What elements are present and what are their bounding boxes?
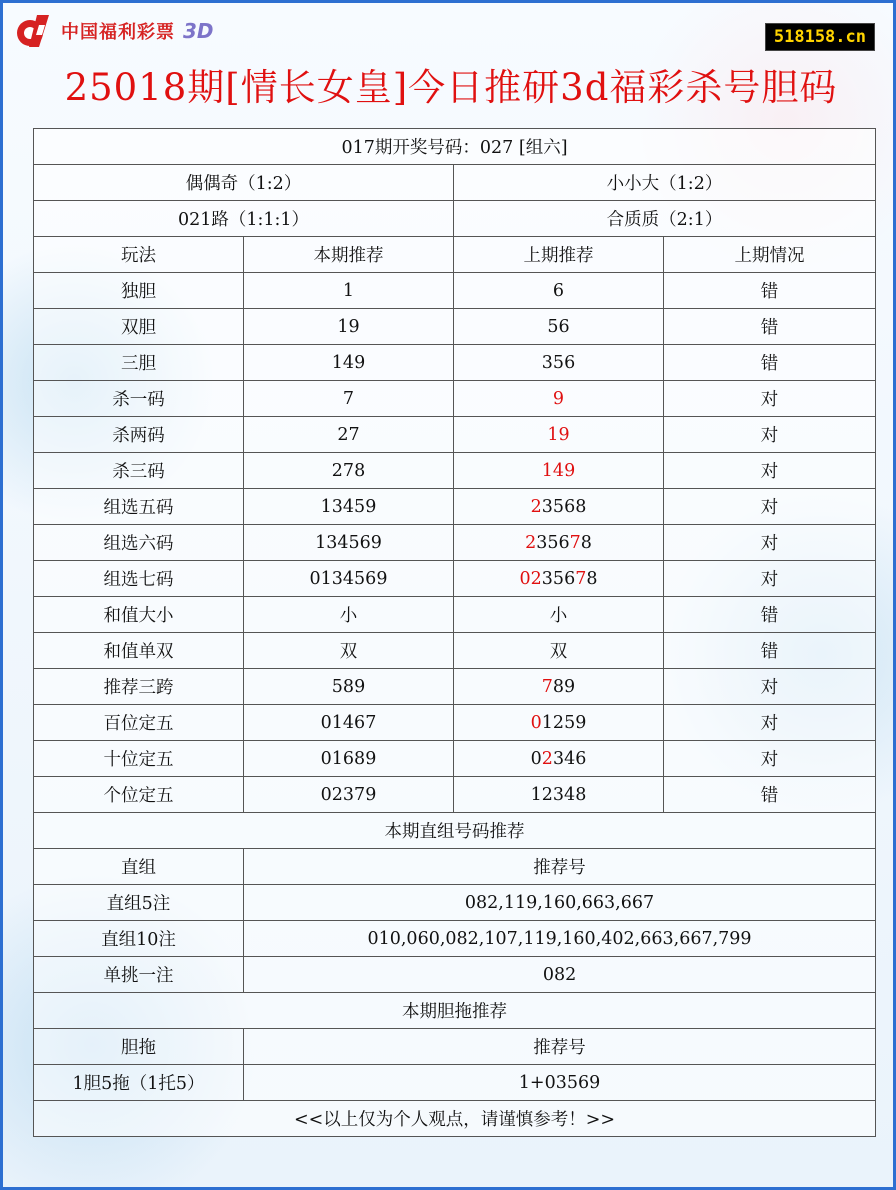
draw-result: 017期开奖号码：027 [组六] <box>34 129 876 165</box>
plain-digits: 356 <box>536 532 570 553</box>
plain-digits: 6 <box>552 280 565 301</box>
current-recommend: 13459 <box>244 489 454 525</box>
dantuo-section-title: 本期胆拖推荐 <box>34 993 876 1029</box>
direct-head-value: 推荐号 <box>244 849 876 885</box>
previous-recommend <box>454 777 664 813</box>
size-pattern: 小小大（1:2） <box>454 165 876 201</box>
play-name: 双胆 <box>34 309 244 345</box>
direct-row <box>34 921 876 957</box>
hit-digits: 9 <box>552 388 565 409</box>
dantuo-head-value: 推荐号 <box>244 1029 876 1065</box>
play-row <box>34 525 876 561</box>
current-recommend: 27 <box>244 417 454 453</box>
dantuo-row-label: 1胆5拖（1托5） <box>34 1065 244 1101</box>
previous-status: 对 <box>664 561 876 597</box>
direct-row <box>34 957 876 993</box>
odd-even-pattern: 偶偶奇（1:2） <box>34 165 454 201</box>
play-row <box>34 309 876 345</box>
col-current: 本期推荐 <box>244 237 454 273</box>
draw-row <box>34 129 876 165</box>
direct-row-value: 082,119,160,663,667 <box>244 885 876 921</box>
play-name: 和值单双 <box>34 633 244 669</box>
plain-digits: 8 <box>580 532 592 553</box>
footer-note: <<以上仅为个人观点，请谨慎参考！>> <box>34 1101 876 1137</box>
pattern-row-2 <box>34 201 876 237</box>
previous-status: 错 <box>664 345 876 381</box>
current-recommend: 589 <box>244 669 454 705</box>
play-name: 个位定五 <box>34 777 244 813</box>
play-row <box>34 381 876 417</box>
previous-recommend <box>454 489 664 525</box>
previous-recommend <box>454 273 664 309</box>
play-name: 和值大小 <box>34 597 244 633</box>
hit-digits: 7 <box>575 568 587 589</box>
column-header-row <box>34 237 876 273</box>
play-name: 组选六码 <box>34 525 244 561</box>
logo-text: 中国福利彩票 <box>61 22 175 43</box>
plain-digits: 12348 <box>530 784 587 805</box>
play-row <box>34 453 876 489</box>
lottery-logo-icon <box>15 11 55 51</box>
play-name: 独胆 <box>34 273 244 309</box>
plain-digits: 346 <box>552 748 587 769</box>
plain-digits: 0 <box>530 748 542 769</box>
hit-digits: 7 <box>569 532 581 553</box>
play-name: 杀三码 <box>34 453 244 489</box>
plain-digits: 双 <box>549 642 568 662</box>
previous-recommend <box>454 741 664 777</box>
direct-row-label: 单挑一注 <box>34 957 244 993</box>
play-row <box>34 489 876 525</box>
current-recommend: 01467 <box>244 705 454 741</box>
col-play: 玩法 <box>34 237 244 273</box>
current-recommend: 19 <box>244 309 454 345</box>
play-name: 杀两码 <box>34 417 244 453</box>
pattern-row-1 <box>34 165 876 201</box>
direct-row-label: 直组10注 <box>34 921 244 957</box>
current-recommend: 02379 <box>244 777 454 813</box>
play-name: 杀一码 <box>34 381 244 417</box>
col-prev: 上期推荐 <box>454 237 664 273</box>
current-recommend: 0134569 <box>244 561 454 597</box>
previous-status: 对 <box>664 453 876 489</box>
play-name: 推荐三跨 <box>34 669 244 705</box>
plain-digits: 8 <box>586 568 598 589</box>
previous-status: 对 <box>664 489 876 525</box>
direct-section-title-row <box>34 813 876 849</box>
play-row <box>34 417 876 453</box>
direct-row <box>34 885 876 921</box>
current-recommend: 01689 <box>244 741 454 777</box>
play-row <box>34 705 876 741</box>
previous-status: 错 <box>664 777 876 813</box>
footer-row <box>34 1101 876 1137</box>
previous-recommend <box>454 417 664 453</box>
previous-recommend <box>454 345 664 381</box>
page-title: 25018期[情长女皇]今日推研3d福彩杀号胆码 <box>64 66 838 109</box>
play-name: 组选五码 <box>34 489 244 525</box>
previous-status: 对 <box>664 381 876 417</box>
hit-digits: 2 <box>530 496 542 517</box>
plain-digits: 56 <box>547 316 570 337</box>
plain-digits: 3568 <box>541 496 587 517</box>
previous-status: 对 <box>664 669 876 705</box>
dantuo-head-label: 胆拖 <box>34 1029 244 1065</box>
previous-status: 错 <box>664 309 876 345</box>
play-row <box>34 633 876 669</box>
previous-recommend <box>454 309 664 345</box>
play-row <box>34 273 876 309</box>
hit-digits: 149 <box>541 460 576 481</box>
hit-digits: 2 <box>525 532 537 553</box>
plain-digits: 小 <box>549 606 568 626</box>
direct-head-row <box>34 849 876 885</box>
dantuo-section-title-row <box>34 993 876 1029</box>
current-recommend: 1 <box>244 273 454 309</box>
recommend-table-body <box>34 129 876 1137</box>
plain-digits: 1259 <box>541 712 587 733</box>
hit-digits: 2 <box>541 748 553 769</box>
direct-row-value: 082 <box>244 957 876 993</box>
previous-recommend <box>454 525 664 561</box>
previous-status: 错 <box>664 633 876 669</box>
previous-status: 错 <box>664 273 876 309</box>
lottery-logo <box>15 11 214 51</box>
plain-digits: 356 <box>541 568 576 589</box>
play-row <box>34 669 876 705</box>
play-row <box>34 345 876 381</box>
recommend-table <box>33 128 876 1137</box>
current-recommend: 7 <box>244 381 454 417</box>
direct-row-value: 010,060,082,107,119,160,402,663,667,799 <box>244 921 876 957</box>
col-status: 上期情况 <box>664 237 876 273</box>
site-badge[interactable]: 518158.cn <box>765 23 875 51</box>
dantuo-row <box>34 1065 876 1101</box>
play-name: 十位定五 <box>34 741 244 777</box>
direct-section-title: 本期直组号码推荐 <box>34 813 876 849</box>
route-pattern: 021路（1:1:1） <box>34 201 454 237</box>
play-row <box>34 597 876 633</box>
play-name: 组选七码 <box>34 561 244 597</box>
plain-digits: 356 <box>541 352 576 373</box>
current-recommend: 134569 <box>244 525 454 561</box>
dantuo-row-value: 1+03569 <box>244 1065 876 1101</box>
previous-status: 错 <box>664 597 876 633</box>
dantuo-head-row <box>34 1029 876 1065</box>
hit-digits: 7 <box>541 676 553 697</box>
hit-digits: 02 <box>519 568 542 589</box>
play-name: 百位定五 <box>34 705 244 741</box>
direct-head-label: 直组 <box>34 849 244 885</box>
previous-recommend <box>454 453 664 489</box>
logo-3d: 3D <box>183 19 214 43</box>
current-recommend: 278 <box>244 453 454 489</box>
hit-digits: 19 <box>547 424 570 445</box>
play-row <box>34 741 876 777</box>
previous-recommend <box>454 633 664 669</box>
play-row <box>34 561 876 597</box>
previous-status: 对 <box>664 741 876 777</box>
previous-recommend <box>454 669 664 705</box>
previous-recommend <box>454 381 664 417</box>
previous-recommend <box>454 705 664 741</box>
previous-recommend <box>454 561 664 597</box>
previous-status: 对 <box>664 525 876 561</box>
prime-pattern: 合质质（2:1） <box>454 201 876 237</box>
play-name: 三胆 <box>34 345 244 381</box>
previous-status: 对 <box>664 705 876 741</box>
play-row <box>34 777 876 813</box>
direct-row-label: 直组5注 <box>34 885 244 921</box>
hit-digits: 0 <box>530 712 542 733</box>
plain-digits: 89 <box>552 676 576 697</box>
previous-recommend <box>454 597 664 633</box>
previous-status: 对 <box>664 417 876 453</box>
current-recommend: 小 <box>244 597 454 633</box>
current-recommend: 双 <box>244 633 454 669</box>
current-recommend: 149 <box>244 345 454 381</box>
